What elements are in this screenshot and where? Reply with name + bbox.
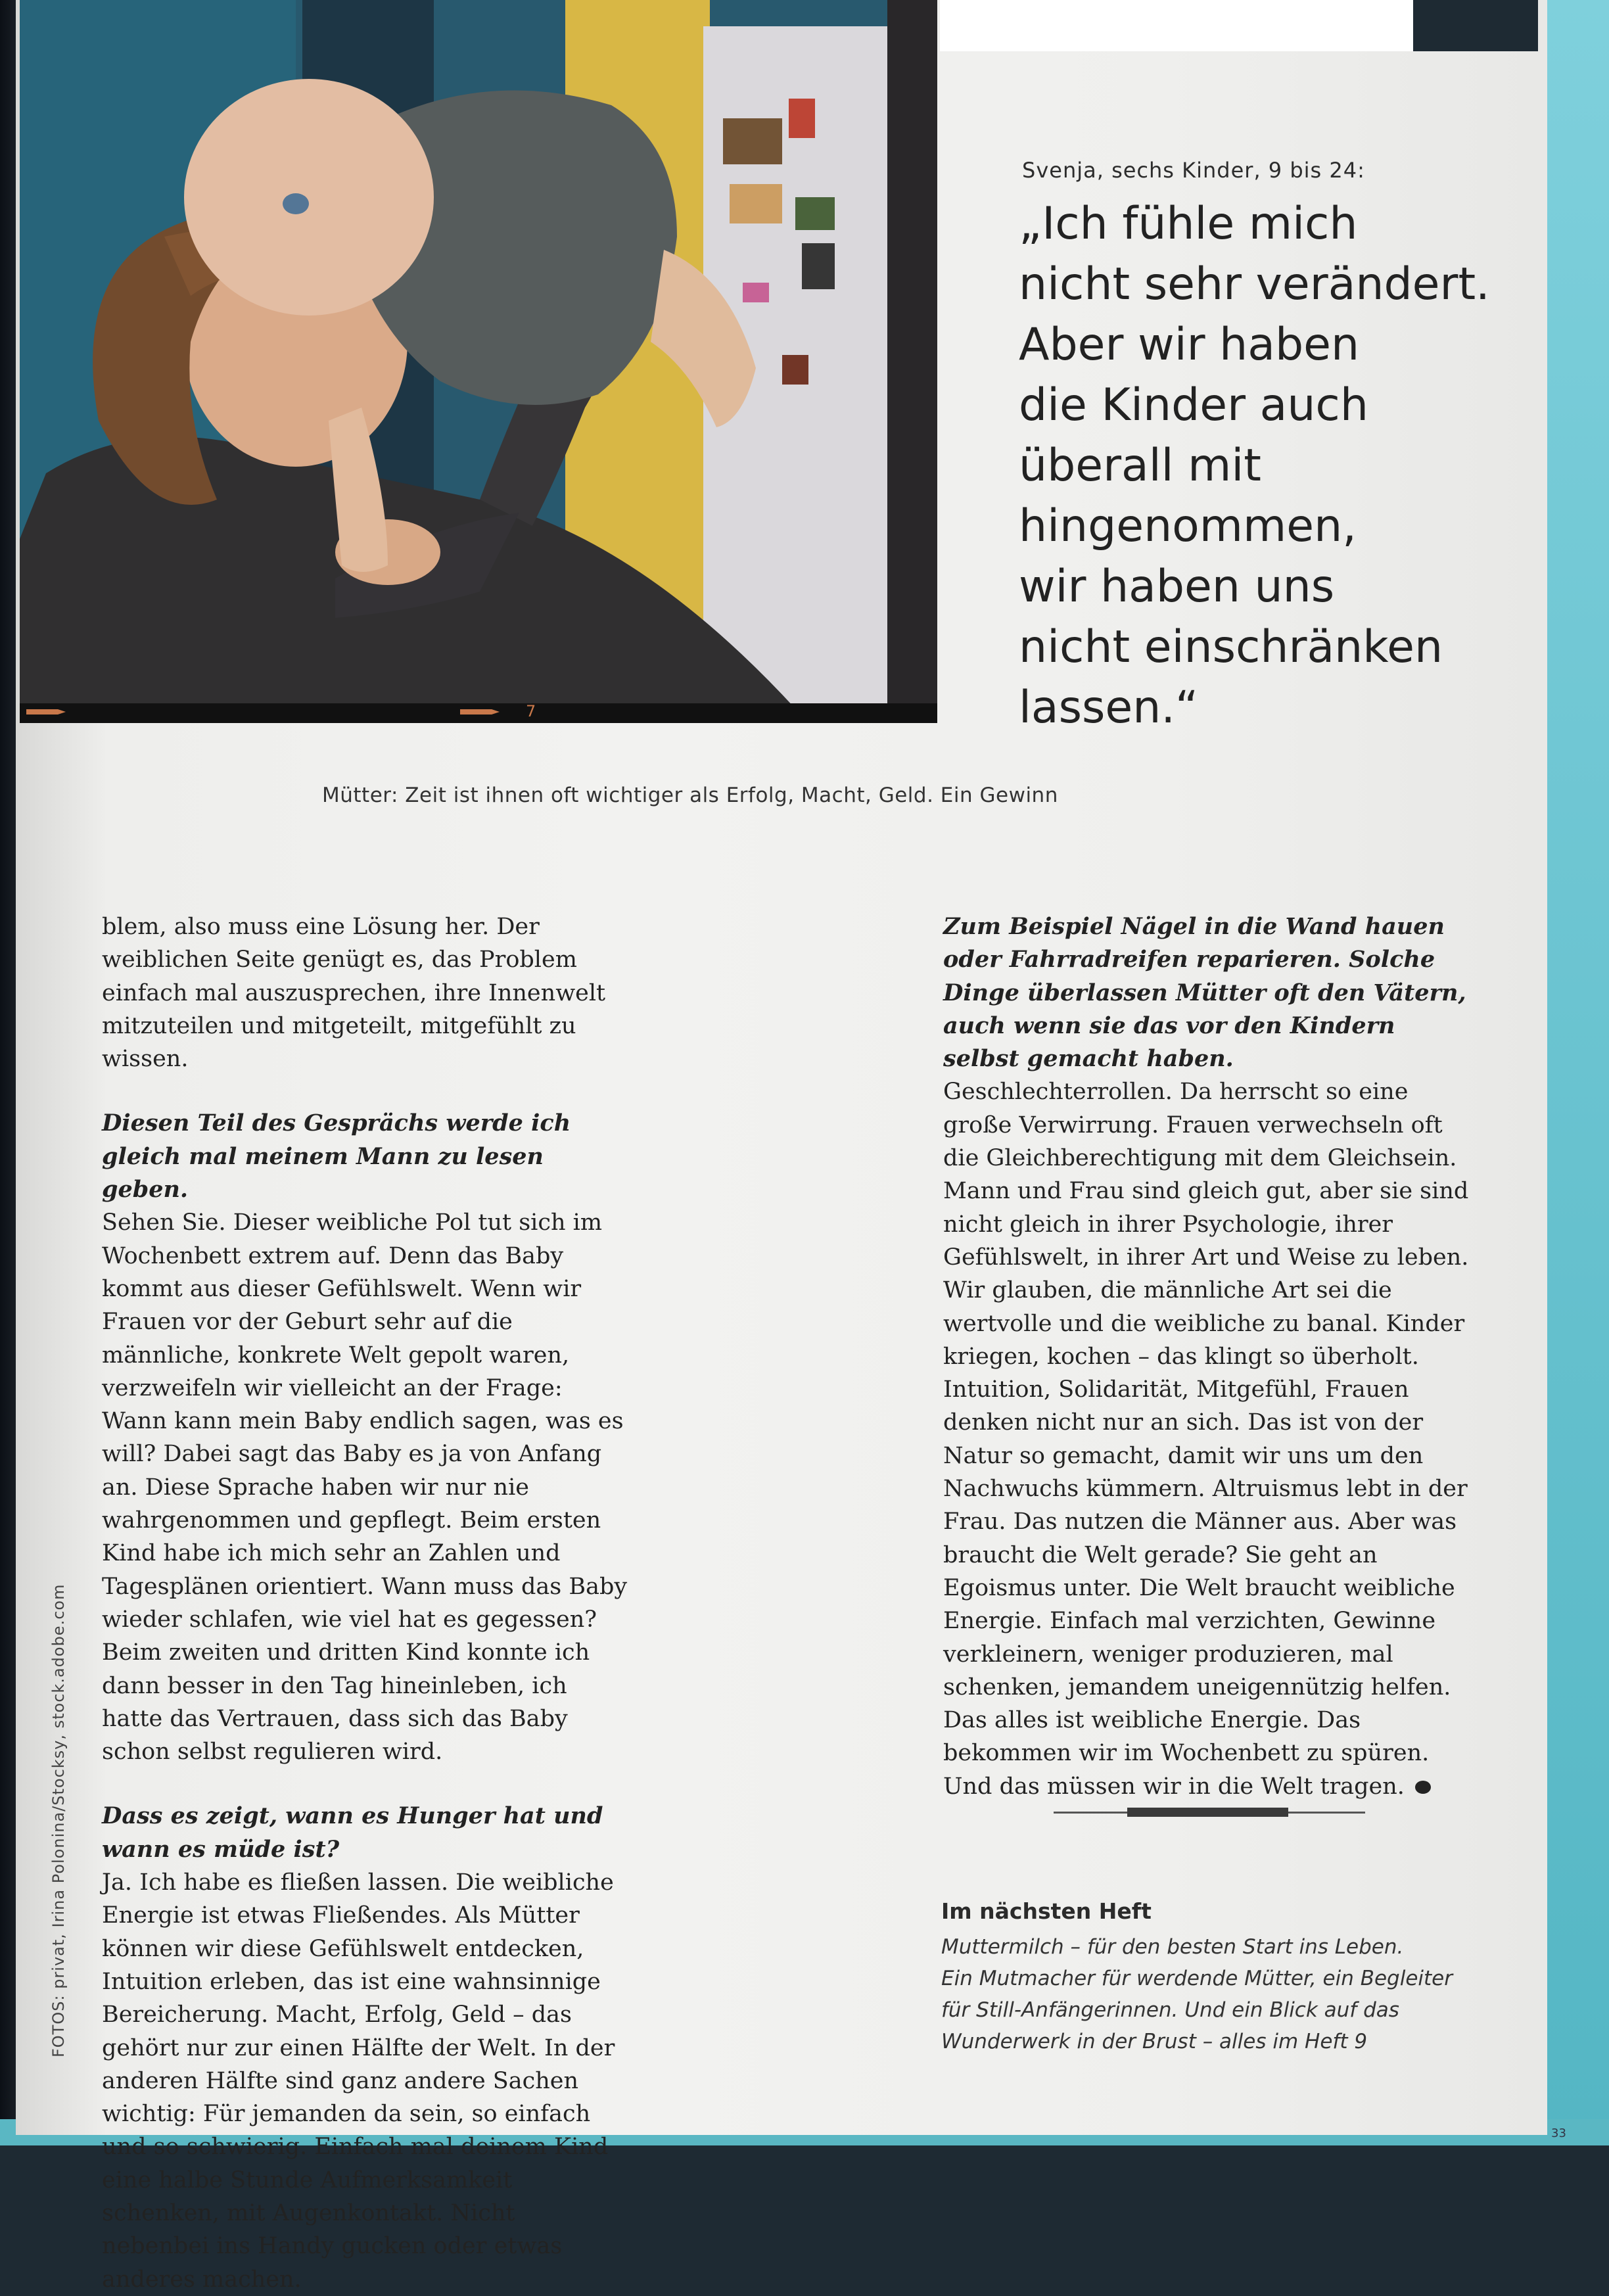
- interview-question: Diesen Teil des Gesprächs werde ich gleich mal meinem Mann zu lesen geben.: [102, 1110, 571, 1204]
- film-frame-number: 7: [526, 702, 536, 720]
- page-number: 33: [1551, 2126, 1566, 2140]
- page-corner-shadow: [1413, 0, 1538, 51]
- next-issue-title: Im nächsten Heft: [941, 1898, 1152, 1924]
- next-issue-teaser: Muttermilch – für den besten Start ins Leben. Ein Mutmacher für werdende Mütter, ein Begleiter für Still-Anfängerinnen. Und ein Blick auf das Wunderwerk in der Brust – alles im Heft 9: [941, 1935, 1453, 2053]
- quote-attribution: Svenja, sechs Kinder, 9 bis 24:: [1022, 158, 1365, 183]
- interview-question: Zum Beispiel Nägel in die Wand hauen oder Fahrradreifen reparieren. Solche Dinge überlassen Mütter oft den Vätern, auch wenn sie das vor den Kindern selbst gemacht haben.: [943, 913, 1466, 1073]
- page-top-edge: [940, 0, 1485, 51]
- text-column-left: [102, 910, 628, 2296]
- film-arrow-icon: [460, 707, 500, 716]
- body-paragraph: Sehen Sie. Dieser weibliche Pol tut sich im Wochenbett extrem auf. Denn das Baby kommt aus dieser Gefühlswelt. Wenn wir Frauen vor der Geburt sehr auf die männliche, konkrete Welt gepolt waren, verzweifeln wir vielleicht an der Frage: Wann kann mein Baby endlich sagen, was es will? Dabei sagt das Baby es ja von Anfang an. Diese Sprache haben wir nur nie wahrgenommen und gepflegt. Beim ersten Kind habe ich mich sehr an Zahlen und Tagesplänen orientiert. Wann muss das Baby wieder schlafen, wie viel hat es gegessen? Beim zweiten und dritten Kind konnte ich dann besser in den Tag hineinleben, ich hatte das Vertrauen, dass sich das Baby schon selbst regulieren wird.: [102, 1209, 628, 1766]
- body-paragraph: [943, 1075, 1479, 1803]
- photo-credit: FOTOS: privat, Irina Polonina/Stocksy, stock.adobe.com: [49, 1583, 68, 2057]
- body-paragraph-text: Geschlechterrollen. Da herrscht so eine große Verwirrung. Frauen verwechseln oft die Gleichberechtigung mit dem Gleichsein. Mann und Frau sind gleich gut, aber sie sind nicht gleich in ihrer Psychologie, ihrer Gefühlswelt, in ihrer Art und Weise zu leben. Wir glauben, die männliche Art sei die wertvolle und die weibliche zu banal. Kinder kriegen, kochen – das klingt so überholt. Intuition, Solidarität, Mitgefühl, Frauen denken nicht nur an sich. Das ist von der Natur so gemacht, damit wir uns um den Nachwuchs kümmern. Altruismus lebt in der Frau. Das nutzen die Männer aus. Aber was braucht die Welt gerade? Sie geht an Egoismus unter. Die Welt braucht weibliche Energie. Einfach mal verzichten, Gewinne verkleinern, weniger produzieren, mal schenken, jemandem uneigennützig helfen. Das alles ist weibliche Energie. Das bekommen wir im Wochenbett zu spüren. Und das müssen wir in die Welt tragen.: [943, 1079, 1469, 1800]
- body-paragraph: Ja. Ich habe es fließen lassen. Die weibliche Energie ist etwas Fließendes. Als Mütter können wir diese Gefühlswelt entdecken, Intuition erleben, das ist eine wahnsinnige Bereicherung. Macht, Erfolg, Geld – das gehört nur zur einen Hälfte der Welt. In der anderen Hälfte sind ganz andere Sachen wichtig: Für jemanden da sein, so einfach und so schwierig. Einfach mal deinem Kind eine halbe Stunde Aufmerksamkeit schenken, mit Augenkontakt. Nicht nebenbei ins Handy gucken oder etwas anderes machen.: [102, 1869, 615, 2293]
- interview-question: Dass es zeigt, wann es Hunger hat und wann es müde ist?: [102, 1802, 603, 1863]
- photo-caption: Mütter: Zeit ist ihnen oft wichtiger als Erfolg, Macht, Geld. Ein Gewinn: [322, 784, 1058, 807]
- section-divider-accent: [1127, 1808, 1288, 1817]
- photo-illustration: [20, 0, 937, 723]
- film-arrow-icon: [26, 707, 66, 716]
- end-mark-icon: [1415, 1781, 1431, 1794]
- body-paragraph: blem, also muss eine Lösung her. Der weiblichen Seite genügt es, das Problem einfach mal auszusprechen, ihre Innenwelt mitzuteilen und mitgeteilt, mitgefühlt zu wissen.: [102, 914, 606, 1073]
- mother-baby-photo: [20, 0, 937, 723]
- pull-quote: „Ich fühle mich nicht sehr verändert. Aber wir haben die Kinder auch überall mit hingenommen, wir haben uns nicht einschränken lassen.“: [1019, 198, 1490, 734]
- text-column-right: [943, 910, 1479, 1803]
